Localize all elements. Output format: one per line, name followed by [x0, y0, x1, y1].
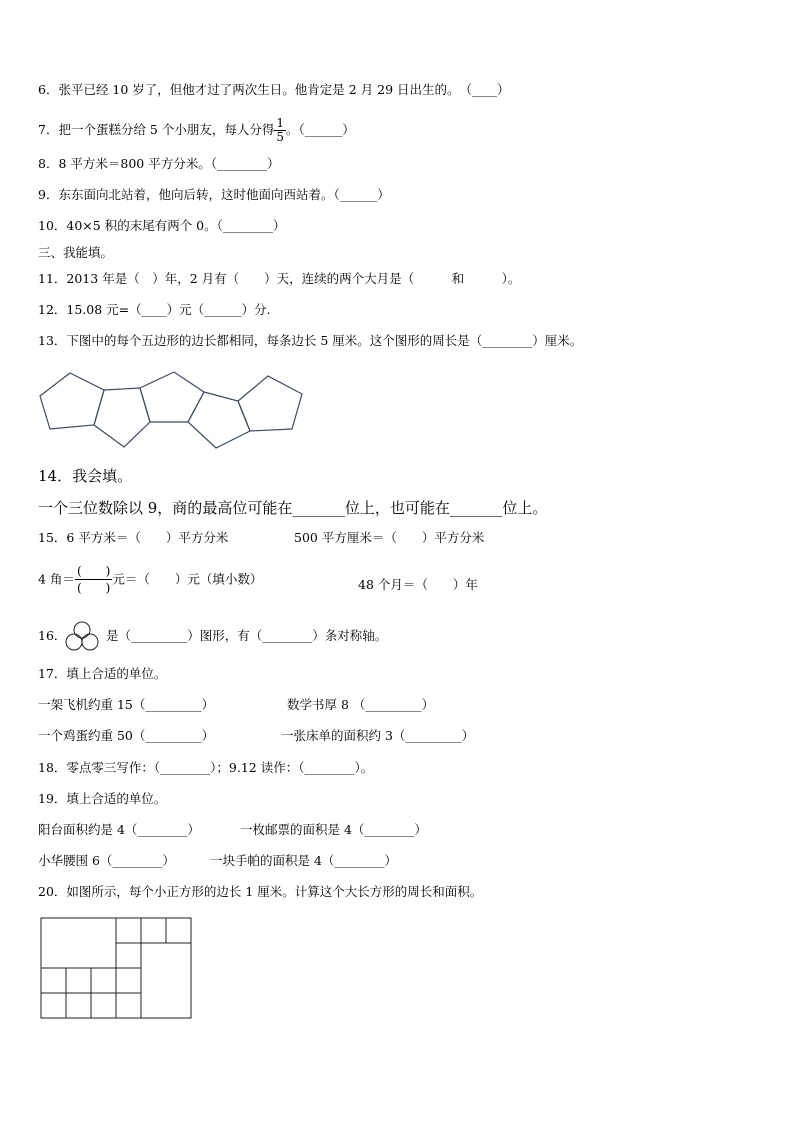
- pentagon-2: [94, 388, 150, 447]
- question-19c: 小华腰围 6（________）: [38, 853, 175, 868]
- question-16-number: 16．: [38, 628, 67, 643]
- question-19a: 阳台面积约是 4（________）: [38, 822, 200, 837]
- question-19d: 一块手帕的面积是 4（________）: [210, 853, 397, 868]
- pentagon-5: [238, 376, 302, 431]
- question-19b: 一枚邮票的面积是 4（________）: [240, 822, 427, 837]
- grid-rectangle-figure: [40, 917, 194, 1021]
- fraction-blank: [75, 563, 112, 596]
- fraction-denominator: 5: [276, 130, 284, 144]
- question-8: 8．8 平方米＝800 平方分米。（________）: [38, 156, 280, 171]
- question-7-answer: 。（______）: [286, 122, 355, 137]
- question-15c-answer: 元＝（ ）元（填小数）: [112, 571, 263, 587]
- question-11: 11．2013 年是（ ）年，2 月有（ ）天，连续的两个大月是（ 和 ）。: [38, 271, 521, 286]
- question-9: 9．东东面向北站着，他向后转，这时他面向西站着。（______）: [38, 187, 390, 202]
- section-3-heading: 三、我能填。: [38, 245, 114, 260]
- question-15c: [38, 563, 262, 596]
- question-16-text: 是（_________）图形，有（________）条对称轴。: [106, 628, 388, 643]
- fraction-blank-numerator: ( ): [76, 564, 111, 578]
- three-circles-icon: [64, 620, 100, 652]
- pentagon-3: [140, 372, 204, 422]
- question-15d: 48 个月＝（ ）年: [358, 577, 478, 592]
- question-12: 12．15.08 元=（____）元（______）分.: [38, 302, 271, 317]
- question-19: 19．填上合适的单位。: [38, 791, 167, 806]
- fraction-blank-denominator: ( ): [76, 581, 111, 595]
- fraction-one-fifth: [274, 117, 286, 144]
- question-7-text: 7．把一个蛋糕分给 5 个小朋友，每人分得: [38, 122, 275, 137]
- question-17: 17．填上合适的单位。: [38, 666, 167, 681]
- fraction-numerator: 1: [276, 116, 284, 130]
- question-15b: 500 平方厘米＝（ ）平方分米: [294, 530, 485, 545]
- question-14-title: 14．我会填。: [38, 467, 133, 485]
- question-14-text: 一个三位数除以 9，商的最高位可能在_______位上，也可能在_______位上。: [38, 499, 548, 517]
- question-6: 6．张平已经 10 岁了，但他才过了两次生日。他肯定是 2 月 29 日出生的。 （____）: [38, 82, 510, 97]
- question-13: 13．下图中的每个五边形的边长都相同，每条边长 5 厘米。这个图形的周长是（________）厘米。: [38, 333, 583, 348]
- question-15c-text: 4 角＝: [38, 571, 75, 587]
- pentagon-1: [40, 373, 104, 429]
- question-18: 18．零点零三写作：（________）；9.12 读作：（________）。: [38, 760, 374, 775]
- question-17b: 数学书厚 8 （_________）: [287, 697, 435, 712]
- question-15a: 15．6 平方米＝（ ）平方分米: [38, 530, 229, 545]
- question-17a: 一架飞机约重 15（_________）: [38, 697, 215, 712]
- question-17c: 一个鸡蛋约重 50（_________）: [38, 728, 215, 743]
- question-7: [38, 117, 355, 144]
- question-20: 20．如图所示，每个小正方形的边长 1 厘米。计算这个大长方形的周长和面积。: [38, 884, 483, 899]
- question-17d: 一张床单的面积约 3（_________）: [281, 728, 475, 743]
- pentagon-figure: [36, 368, 308, 452]
- pentagon-4: [188, 392, 250, 448]
- question-10: 10．40×5 积的末尾有两个 0。（________）: [38, 218, 286, 233]
